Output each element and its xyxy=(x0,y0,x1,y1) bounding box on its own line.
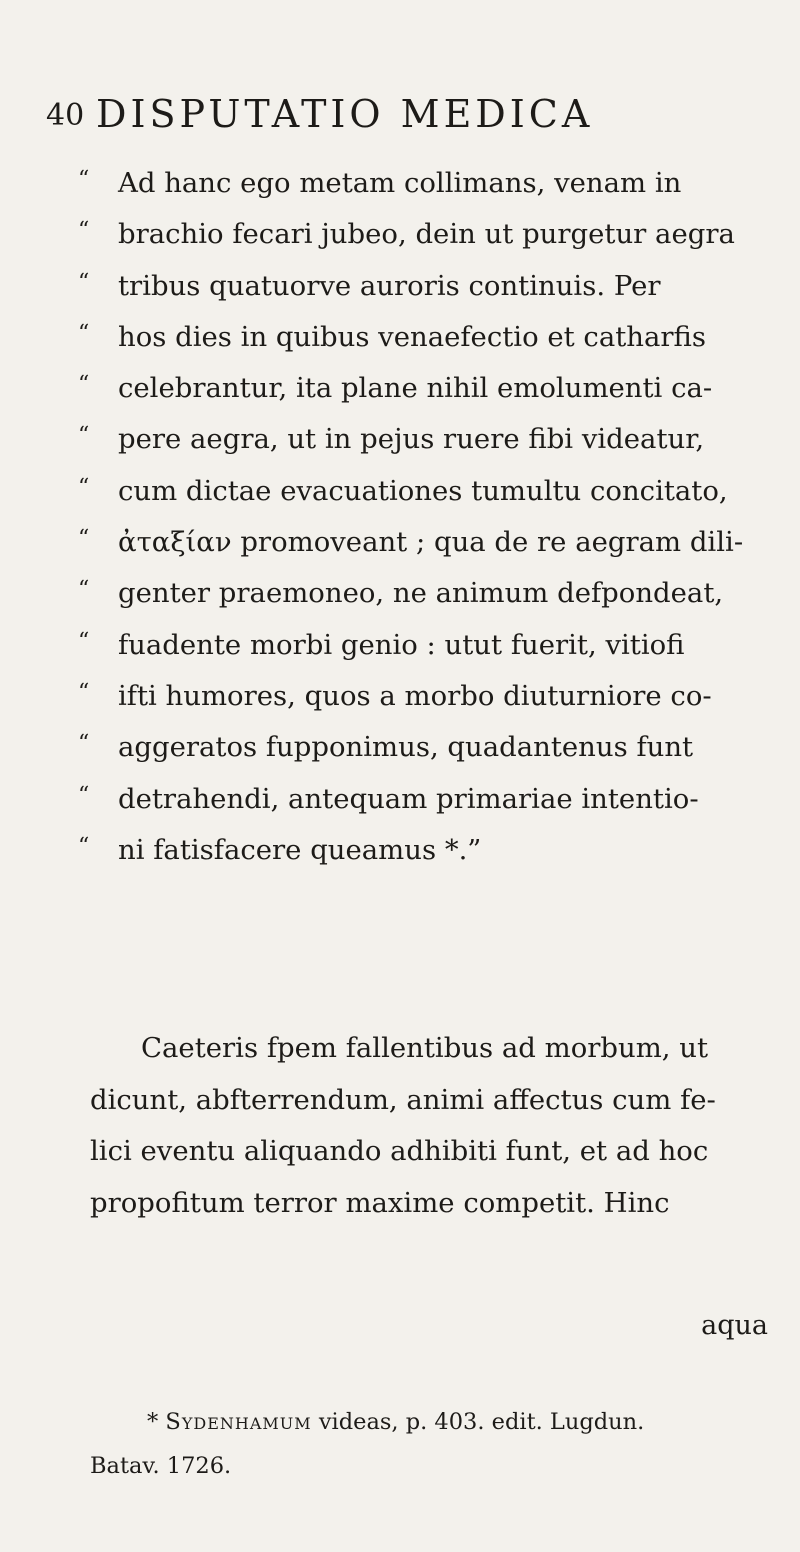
quote-line xyxy=(78,466,798,517)
quote-text: celebrantur, ita plane nihil emolumenti ca- xyxy=(118,372,713,405)
quote-text: hos dies in quibus venaefectio et catharfis xyxy=(118,320,706,353)
quote-mark: “ xyxy=(78,474,90,500)
footnote xyxy=(90,1400,790,1488)
quote-text: ifti humores, quos a morbo diuturniore co- xyxy=(118,679,712,712)
quote-mark: “ xyxy=(78,269,90,295)
footnote-author: Sydenhamum xyxy=(165,1409,312,1435)
footnote-line: Batav. 1726. xyxy=(90,1453,232,1479)
quote-line xyxy=(78,825,798,876)
quote-mark: “ xyxy=(78,577,90,603)
quote-mark: “ xyxy=(78,731,90,757)
page-number: 40 xyxy=(46,98,85,133)
paragraph-line: lici eventu aliquando adhibiti funt, et ad hoc xyxy=(90,1135,709,1167)
running-title: DISPUTATIO MEDICA xyxy=(96,92,594,136)
quote-line xyxy=(78,363,798,414)
quote-text: detrahendi, antequam primariae intentio- xyxy=(118,782,699,815)
running-head xyxy=(46,92,766,142)
quote-text: ni fatisfacere queamus *.” xyxy=(118,833,482,866)
quote-mark: “ xyxy=(78,372,90,398)
paragraph-line: propofitum terror maxime competit. Hinc xyxy=(90,1186,670,1219)
footnote-line xyxy=(90,1400,790,1444)
quote-mark: “ xyxy=(78,526,90,552)
quotation-block xyxy=(78,158,798,876)
footnote-marker: * xyxy=(147,1409,159,1435)
quote-mark: “ xyxy=(78,628,90,654)
quote-mark: “ xyxy=(78,833,90,859)
quote-line xyxy=(78,620,798,671)
paragraph-line: Caeteris fpem fallentibus ad morbum, ut xyxy=(141,1032,709,1064)
quote-line xyxy=(78,568,798,619)
quote-mark: “ xyxy=(78,167,90,192)
footnote-citation: videas, p. 403. edit. Lugdun. xyxy=(318,1409,645,1435)
quote-line xyxy=(78,774,798,825)
quote-text: fuadente morbi genio : utut fuerit, vitiofi xyxy=(118,628,685,661)
quote-line xyxy=(78,517,798,568)
quote-mark: “ xyxy=(78,679,90,705)
quote-mark: “ xyxy=(78,423,90,449)
paragraph-line: dicunt, abfterrendum, animi affectus cum fe- xyxy=(90,1083,716,1116)
quote-mark: “ xyxy=(78,782,90,808)
quote-line xyxy=(78,671,798,722)
quote-text: pere aegra, ut in pejus ruere fibi videatur, xyxy=(118,423,705,456)
quote-line xyxy=(78,312,798,363)
quote-text: ἀταξίαν promoveant ; qua de re aegram dili- xyxy=(118,526,744,559)
body-paragraph xyxy=(90,1023,790,1229)
quote-mark: “ xyxy=(78,320,90,346)
quote-text: genter praemoneo, ne animum defpondeat, xyxy=(118,577,724,610)
quote-mark: “ xyxy=(78,218,90,244)
quote-line xyxy=(78,209,798,260)
quote-line xyxy=(78,261,798,312)
quote-line xyxy=(78,414,798,465)
quote-line xyxy=(78,722,798,773)
catchword: aqua xyxy=(701,1310,768,1341)
quote-line xyxy=(78,158,798,209)
quote-text: cum dictae evacuationes tumultu concitato, xyxy=(118,474,728,507)
quote-text: tribus quatuorve auroris continuis. Per xyxy=(118,269,661,302)
quote-text: aggeratos fupponimus, quadantenus funt xyxy=(118,731,694,764)
quote-text: brachio fecari jubeo, dein ut purgetur aegra xyxy=(118,218,735,251)
quote-text: Ad hanc ego metam collimans, venam in xyxy=(118,167,682,199)
